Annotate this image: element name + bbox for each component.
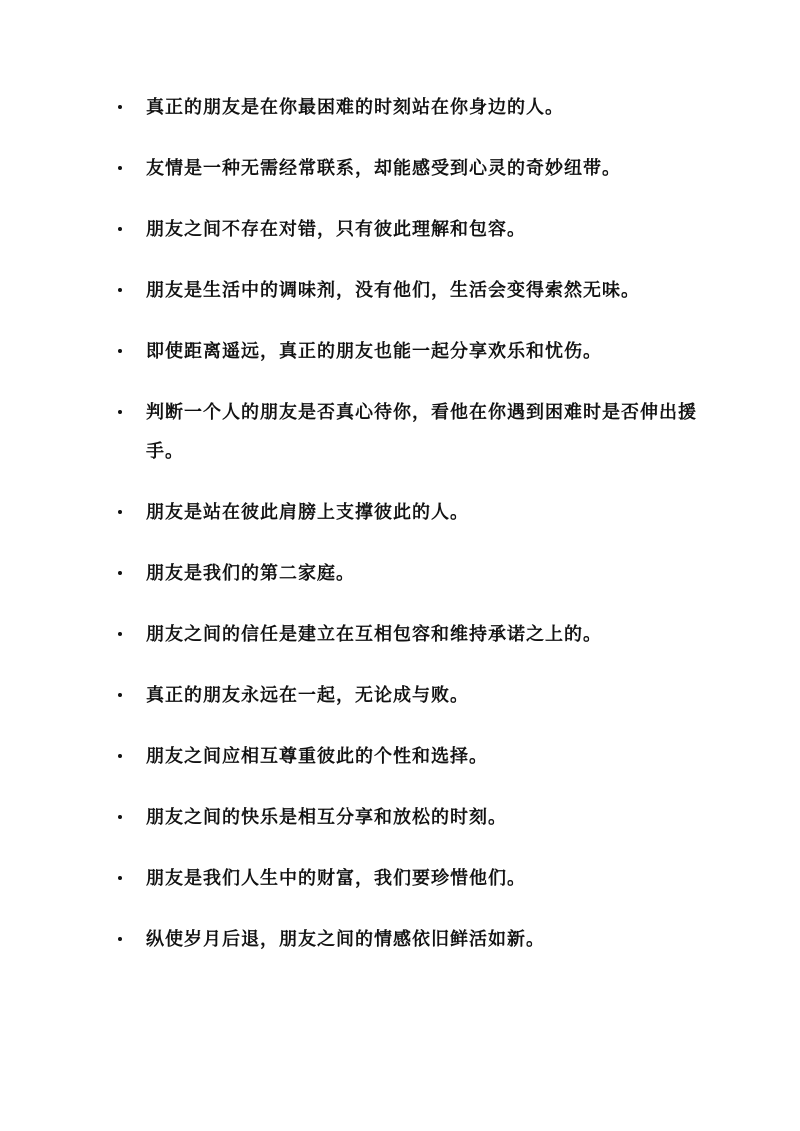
- list-item-text: 朋友是我们人生中的财富，我们要珍惜他们。: [146, 868, 526, 889]
- list-item-text: 朋友是生活中的调味剂，没有他们，生活会变得索然无味。: [146, 280, 640, 301]
- list-item-text: 朋友之间不存在对错，只有彼此理解和包容。: [146, 219, 526, 240]
- bullet-icon: [118, 166, 122, 170]
- bullet-icon: [118, 632, 122, 636]
- list-item: [118, 393, 708, 471]
- list-item-text: 真正的朋友永远在一起，无论成与败。: [146, 685, 469, 706]
- list-item: [118, 493, 708, 532]
- bullet-icon: [118, 693, 122, 697]
- list-item: [118, 554, 708, 593]
- bullet-icon: [118, 571, 122, 575]
- bullet-icon: [118, 937, 122, 941]
- list-item-text: 真正的朋友是在你最困难的时刻站在你身边的人。: [146, 97, 564, 118]
- list-item: [118, 149, 708, 188]
- list-item: [118, 737, 708, 776]
- list-item-text: 判断一个人的朋友是否真心待你，看他在你遇到困难时是否伸出援手。: [146, 402, 697, 462]
- list-item: [118, 88, 708, 127]
- list-item: [118, 920, 708, 959]
- list-item-text: 朋友是站在彼此肩膀上支撑彼此的人。: [146, 502, 469, 523]
- bullet-icon: [118, 227, 122, 231]
- list-item-text: 朋友是我们的第二家庭。: [146, 563, 355, 584]
- bullet-icon: [118, 288, 122, 292]
- list-item-text: 纵使岁月后退，朋友之间的情感依旧鲜活如新。: [146, 929, 545, 950]
- list-item-text: 朋友之间的快乐是相互分享和放松的时刻。: [146, 807, 507, 828]
- list-item-text: 朋友之间的信任是建立在互相包容和维持承诺之上的。: [146, 624, 602, 645]
- list-item: [118, 676, 708, 715]
- list-item-text: 即使距离遥远，真正的朋友也能一起分享欢乐和忧伤。: [146, 341, 602, 362]
- bullet-icon: [118, 510, 122, 514]
- bullet-icon: [118, 815, 122, 819]
- bullet-icon: [118, 876, 122, 880]
- bullet-icon: [118, 754, 122, 758]
- list-item: [118, 615, 708, 654]
- list-item: [118, 210, 708, 249]
- bullet-icon: [118, 105, 122, 109]
- list-item-text: 友情是一种无需经常联系，却能感受到心灵的奇妙纽带。: [146, 158, 621, 179]
- list-item: [118, 859, 708, 898]
- bullet-icon: [118, 410, 122, 414]
- list-item-text: 朋友之间应相互尊重彼此的个性和选择。: [146, 746, 488, 767]
- list-item: [118, 271, 708, 310]
- list-item: [118, 798, 708, 837]
- bullet-list: [118, 88, 708, 981]
- list-item: [118, 332, 708, 371]
- bullet-icon: [118, 349, 122, 353]
